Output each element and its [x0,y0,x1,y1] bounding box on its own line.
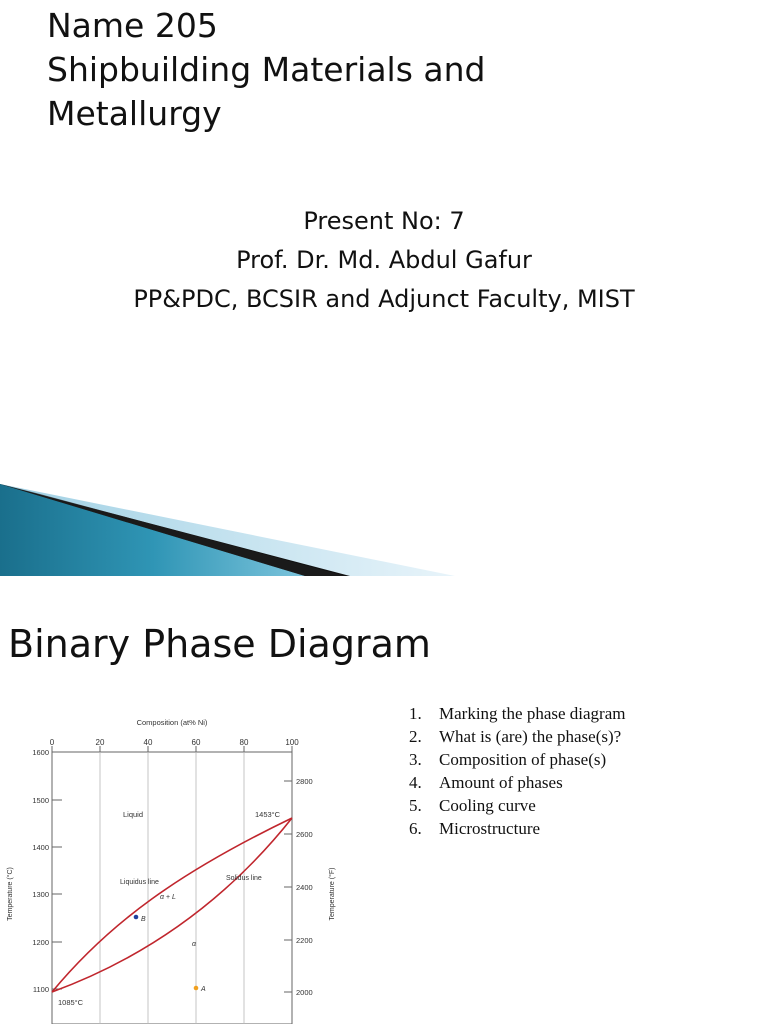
list-number: 5. [409,796,422,815]
list-item [409,771,625,794]
plot-frame [52,752,292,1024]
top-tick-label: 0 [49,738,55,747]
list-text: What is (are) the phase(s)? [439,727,622,746]
right-tick-label: 2600 [296,830,313,839]
top-tick-marks [52,746,292,752]
list-text: Amount of phases [439,773,563,792]
list-number: 1. [409,704,422,723]
right-tick-label: 2400 [296,883,313,892]
topic-list [409,702,625,840]
solidus-line-label: Solidus line [226,875,262,882]
top-tick-label: 100 [285,738,299,747]
left-tick-label: 1100 [32,985,49,994]
list-text: Microstructure [439,819,541,838]
top-tick-label: 80 [239,738,249,747]
cu-melting-point-label: 1085°C [58,998,84,1007]
list-number: 4. [409,773,422,792]
solidus-curve [52,818,292,992]
left-tick-marks [52,752,62,989]
list-item [409,748,625,771]
ni-melting-point-label: 1453°C [255,810,281,819]
right-tick-marks [284,781,292,992]
course-title-line-1: Name 205 [47,6,218,45]
right-tick-label: 2200 [296,936,313,945]
alpha-region-label: α [192,941,196,948]
list-number: 3. [409,750,422,769]
presentation-number: Present No: 7 [303,207,465,235]
list-item [409,702,625,725]
left-tick-label: 1300 [32,890,49,899]
grid-lines [100,752,244,1024]
point-b-label: B [141,916,146,923]
list-item [409,794,625,817]
liquidus-line-label: Liquidus line [120,879,159,886]
point-a-marker [194,986,199,991]
point-b-marker [134,915,139,920]
left-tick-label: 1200 [32,938,49,947]
left-axis-label: Temperature (°C) [7,867,14,921]
presenter-affiliation: PP&PDC, BCSIR and Adjunct Faculty, MIST [133,285,635,313]
point-a-label: A [201,986,206,993]
course-title [47,4,485,136]
left-tick-label: 1600 [32,748,49,757]
top-axis-label: Composition (at% Ni) [136,718,208,727]
presenter-name: Prof. Dr. Md. Abdul Gafur [236,246,532,274]
two-phase-region-label: α + L [160,894,176,901]
right-axis-label: Temperature (°F) [329,867,336,921]
phase-diagram-slide [0,576,768,1024]
top-tick-label: 60 [191,738,201,747]
left-tick-label: 1500 [32,796,49,805]
slide-title: Binary Phase Diagram [8,622,431,666]
list-text: Cooling curve [439,796,536,815]
decorative-swoosh [0,470,768,576]
list-number: 2. [409,727,422,746]
cu-ni-phase-diagram [0,686,400,1024]
list-text: Composition of phase(s) [439,750,607,769]
top-tick-label: 20 [95,738,105,747]
liquidus-curve [52,818,292,992]
list-item [409,817,625,840]
right-tick-label: 2800 [296,777,313,786]
list-number: 6. [409,819,422,838]
liquid-region-label: Liquid [123,810,144,819]
list-text: Marking the phase diagram [439,704,626,723]
right-tick-label: 2000 [296,988,313,997]
course-title-line-2: Shipbuilding Materials and [47,50,486,89]
list-item [409,725,625,748]
left-tick-label: 1400 [32,843,49,852]
course-title-line-3: Metallurgy [47,94,222,133]
presenter-info [0,202,768,319]
top-tick-label: 40 [143,738,153,747]
